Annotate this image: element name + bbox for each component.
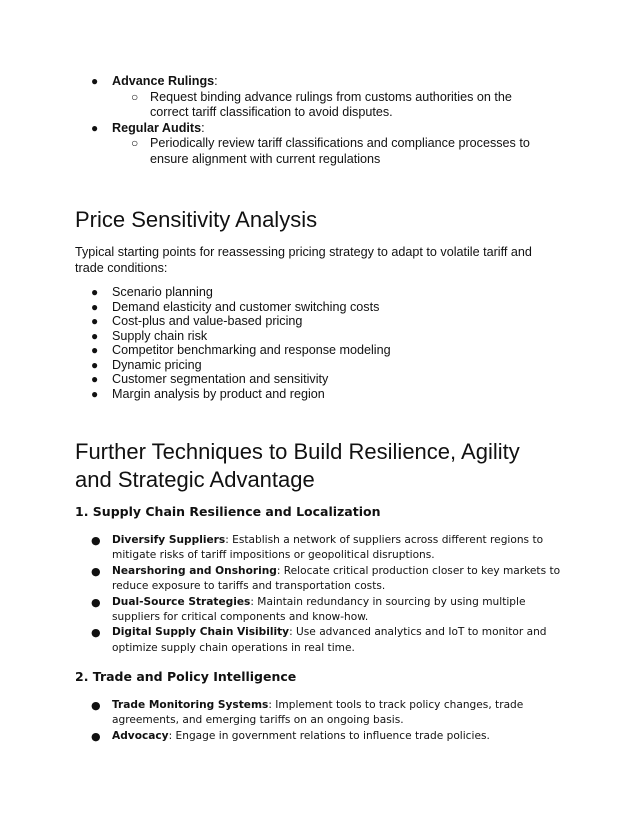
list-item: ● Demand elasticity and customer switching costs (91, 299, 380, 314)
list-item: ● Diversify Suppliers: Establish a network of suppliers across different regions to mitigate risks of tariff impositions or geopolitical disruptions. (91, 534, 544, 562)
bullet-icon: ● (91, 386, 99, 401)
bullet-icon: ● (91, 699, 101, 712)
bullet-icon: ● (91, 299, 99, 314)
section-heading: Price Sensitivity Analysis (75, 207, 318, 232)
bullet-icon: ● (91, 74, 99, 88)
list-item: ● Margin analysis by product and region (91, 386, 325, 401)
section-intro: Typical starting points for reassessing pricing strategy to adapt to volatile tariff and trade conditions: (75, 245, 532, 275)
list-item-title: Advance Rulings (112, 74, 215, 88)
bullet-icon: ● (91, 314, 99, 328)
bullet-icon: ● (91, 328, 99, 343)
bullet-icon: ● (91, 343, 99, 357)
price-factor-list (0, 285, 638, 401)
supply-chain-list (0, 533, 638, 656)
subsection-heading: 2. Trade and Policy Intelligence (75, 669, 297, 684)
sub-list-item (0, 136, 550, 167)
circle-bullet-icon: ○ (131, 89, 139, 104)
list-item: ● Trade Monitoring Systems: Implement tools to track policy changes, trade agreements, and emerging tariffs on an ongoing basis. (91, 699, 524, 727)
bullet-icon: ● (91, 120, 99, 135)
sub-list-item-text: Request binding advance rulings from customs authorities on the correct tariff classification to avoid disputes. (150, 89, 512, 119)
bullet-icon: ● (91, 626, 101, 640)
section-heading: Further Techniques to Build Resilience, Agility and Strategic Advantage (75, 439, 520, 492)
list-item: ● Advance Rulings: (91, 74, 218, 88)
list-item-term: Advocacy (112, 729, 169, 742)
sub-list-item-text: Periodically review tariff classifications and compliance processes to ensure alignment with current regulations (150, 136, 530, 166)
list-item-title: Regular Audits (112, 120, 202, 135)
list-item: ● Supply chain risk (91, 328, 208, 343)
sub-list-item (0, 90, 550, 121)
list-item-term: Diversify Suppliers (112, 534, 226, 546)
list-item: ● Competitor benchmarking and response modeling (91, 343, 391, 357)
circle-bullet-icon: ○ (131, 136, 139, 150)
list-item: ● Regular Audits: (91, 120, 205, 135)
list-item: ● Nearshoring and Onshoring: Relocate critical production closer to key markets to reduce exposure to tariffs and transportation costs. (91, 564, 561, 593)
bullet-icon: ● (91, 534, 101, 547)
list-item: ● Dynamic pricing (91, 357, 202, 372)
list-item: ● Advocacy: Engage in government relations to influence trade policies. (91, 729, 490, 743)
list-item-term: Dual-Source Strategies (112, 595, 251, 608)
bullet-icon: ● (91, 564, 101, 578)
list-item: ● Scenario planning (91, 285, 213, 299)
list-item: ● Customer segmentation and sensitivity (91, 372, 329, 386)
subsection-heading: 1. Supply Chain Resilience and Localization (75, 504, 381, 519)
bullet-icon: ● (91, 357, 99, 372)
list-item: ● Dual-Source Strategies: Maintain redundancy in sourcing by using multiple suppliers for critical components and know-how. (91, 595, 526, 624)
bullet-icon: ● (91, 595, 101, 609)
trade-policy-list (0, 698, 638, 744)
list-item: ● Digital Supply Chain Visibility: Use advanced analytics and IoT to monitor and optimize supply chain operations in real time. (91, 626, 547, 654)
list-item-term: Nearshoring and Onshoring (112, 564, 277, 577)
list-item: ● Cost-plus and value-based pricing (91, 314, 303, 328)
bullet-icon: ● (91, 372, 99, 386)
bullet-icon: ● (91, 285, 99, 299)
list-item-term: Trade Monitoring Systems (112, 699, 269, 711)
bullet-icon: ● (91, 729, 101, 743)
list-item-term: Digital Supply Chain Visibility (112, 626, 290, 639)
compliance-list (0, 74, 638, 167)
